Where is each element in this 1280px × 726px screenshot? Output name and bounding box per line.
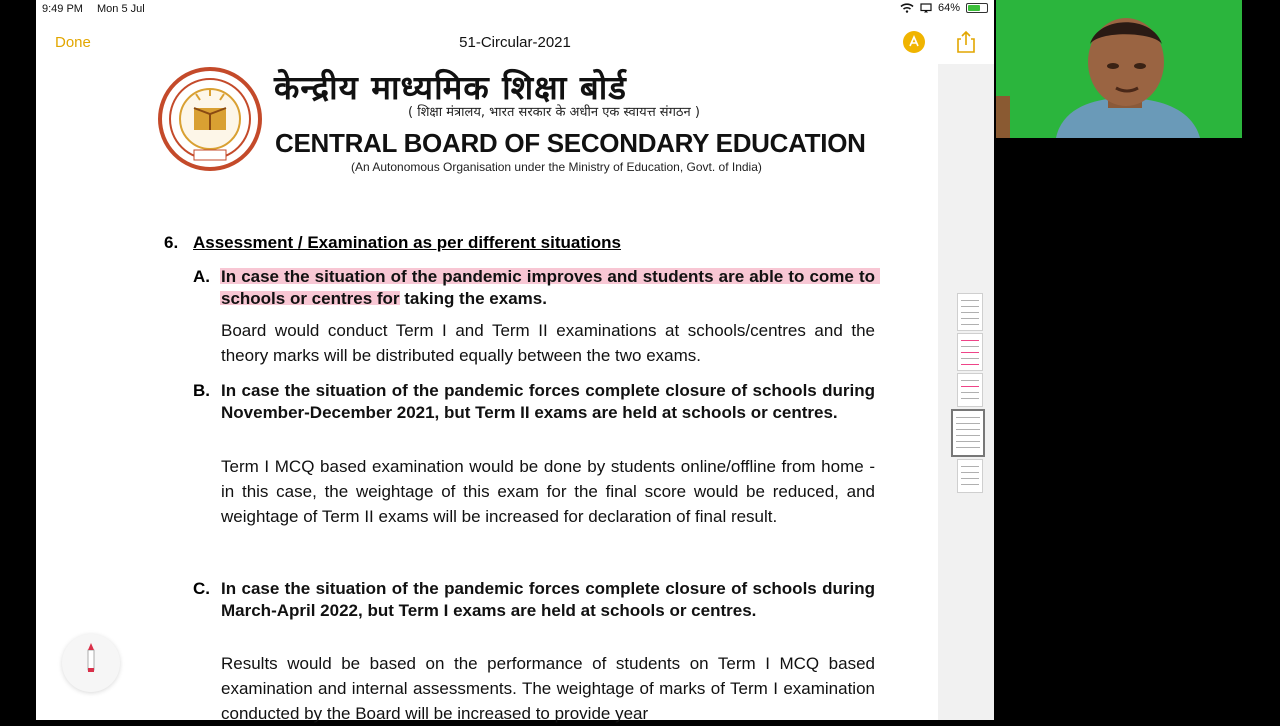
- page-thumbnail-current[interactable]: [951, 409, 985, 457]
- english-subtitle: (An Autonomous Organisation under the Ministry of Education, Govt. of India): [351, 160, 762, 174]
- item-letter-a: A.: [193, 267, 210, 286]
- left-black-band: [0, 0, 36, 720]
- page-thumbnail[interactable]: [957, 459, 983, 493]
- section-title: Assessment / Examination as per different situations: [193, 233, 621, 252]
- status-indicators: [900, 2, 988, 14]
- done-button[interactable]: Done: [55, 34, 91, 51]
- markup-icon[interactable]: [903, 31, 925, 53]
- status-date: Mon 5 Jul: [97, 3, 145, 15]
- webcam-overlay: [996, 0, 1242, 138]
- english-title: CENTRAL BOARD OF SECONDARY EDUCATION: [275, 128, 866, 158]
- item-body-a: Board would conduct Term I and Term II examinations at schools/centres and the theory marks will be distributed equally between the two exams.: [221, 321, 875, 365]
- page-thumbnail[interactable]: [957, 293, 983, 331]
- page-thumbnail[interactable]: [957, 333, 983, 371]
- item-body-b: Term I MCQ based examination would be done by students online/offline from home - in this case, the weightage of this exam for the final score would be reduced, and weightage of Term II exams will be increased for declaration of final result.: [221, 457, 875, 526]
- battery-percent: 64%: [937, 2, 960, 14]
- item-heading-b: In case the situation of the pandemic forces complete closure of schools during November-December 2021, but Term II exams are held at schools or centres.: [221, 381, 875, 422]
- pencil-icon: [62, 634, 120, 692]
- item-letter-c: C.: [193, 579, 210, 598]
- screen-mirror-icon: [920, 3, 932, 13]
- presenter-video: [996, 0, 1242, 138]
- document-title: 51-Circular-2021: [459, 34, 571, 51]
- item-heading-a: In case the situation of the pandemic improves and students are able to come to schools or centres for taking the exams.: [221, 267, 875, 308]
- document-nav-bar: [36, 24, 994, 60]
- share-icon[interactable]: [955, 30, 977, 54]
- page-thumbnail[interactable]: [957, 373, 983, 407]
- status-bar: [0, 0, 994, 20]
- battery-icon: [966, 3, 988, 13]
- hindi-title: केन्द्रीय माध्यमिक शिक्षा बोर्ड: [274, 68, 627, 107]
- pencil-tool-button[interactable]: [62, 634, 120, 692]
- section-number: 6.: [164, 233, 179, 252]
- hindi-subtitle: ( शिक्षा मंत्रालय, भारत सरकार के अधीन एक स्वायत्त संगठन ): [408, 105, 700, 120]
- item-body-c: Results would be based on the performance of students on Term I MCQ based examination and internal assessments. The weightage of marks of Term I examination conducted by the Board will be increased to provide year: [221, 654, 875, 723]
- item-heading-c: In case the situation of the pandemic forces complete closure of schools during March-April 2022, but Term I exams are held at schools or centres.: [221, 579, 875, 620]
- item-letter-b: B.: [193, 381, 210, 400]
- status-time: 9:49 PM: [42, 3, 83, 15]
- wifi-icon: [900, 3, 914, 13]
- cbse-logo-icon: [158, 64, 262, 174]
